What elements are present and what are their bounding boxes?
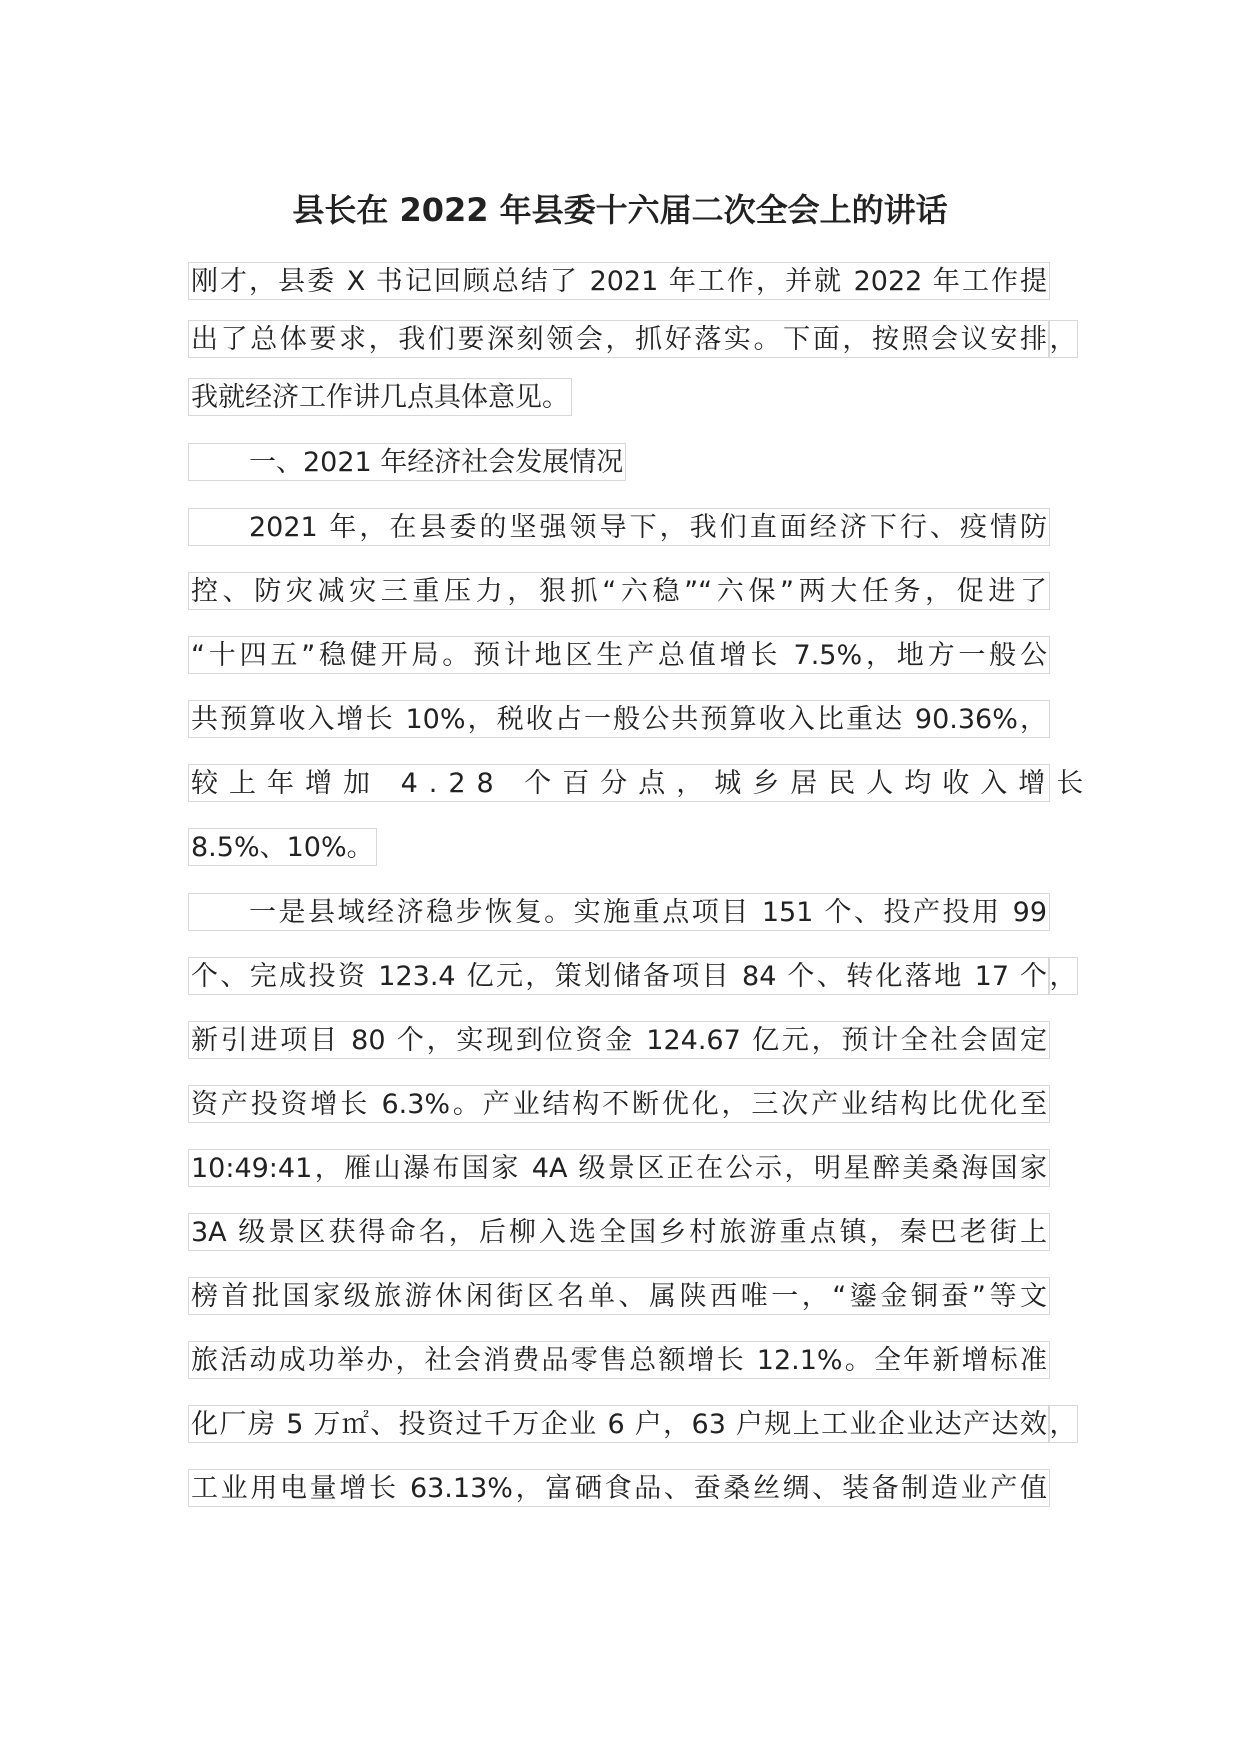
body-line: 3A 级景区获得命名，后柳入选全国乡村旅游重点镇，秦巴老街上 bbox=[188, 1213, 1050, 1251]
body-line: 化厂房 5 万㎡、投资过千万企业 6 户，63 户规上工业企业达产达效 bbox=[188, 1405, 1050, 1443]
body-line: 较上年增加 4.28 个百分点，城乡居民人均收入增长 bbox=[188, 764, 1050, 802]
body-line: 刚才，县委 X 书记回顾总结了 2021 年工作，并就 2022 年工作提 bbox=[188, 262, 1050, 300]
body-line: “十四五”稳健开局。预计地区生产总值增长 7.5%，地方一般公 bbox=[188, 636, 1050, 674]
body-line: 一是县域经济稳步恢复。实施重点项目 151 个、投产投用 99 bbox=[188, 893, 1050, 931]
document-title: 县长在 2022 年县委十六届二次全会上的讲话 bbox=[292, 191, 948, 229]
body-line: 8.5%、10%。 bbox=[188, 828, 377, 866]
body-line: 10:49:41，雁山瀑布国家 4A 级景区正在公示，明星醉美桑海国家 bbox=[188, 1149, 1050, 1187]
section-heading: 一、2021 年经济社会发展情况 bbox=[188, 443, 626, 481]
body-line: 新引进项目 80 个，实现到位资金 124.67 亿元，预计全社会固定 bbox=[188, 1021, 1050, 1059]
body-line: 旅活动成功举办，社会消费品零售总额增长 12.1%。全年新增标准 bbox=[188, 1341, 1050, 1379]
body-line: 榜首批国家级旅游休闲街区名单、属陕西唯一，“鎏金铜蚕”等文 bbox=[188, 1277, 1050, 1315]
body-line: 我就经济工作讲几点具体意见。 bbox=[188, 378, 572, 416]
body-line: 个、完成投资 123.4 亿元，策划储备项目 84 个、转化落地 17 个 bbox=[188, 957, 1050, 995]
body-line: 资产投资增长 6.3%。产业结构不断优化，三次产业结构比优化至 bbox=[188, 1085, 1050, 1123]
body-line: 控、防灾减灾三重压力，狠抓“六稳”“六保”两大任务，促进了 bbox=[188, 572, 1050, 610]
body-line: 工业用电量增长 63.13%，富硒食品、蚕桑丝绸、装备制造业产值 bbox=[188, 1469, 1050, 1507]
body-line: 共预算收入增长 10%，税收占一般公共预算收入比重达 90.36%， bbox=[188, 700, 1050, 738]
body-line-tail: ， bbox=[1048, 320, 1078, 358]
body-line: 出了总体要求，我们要深刻领会，抓好落实。下面，按照会议安排 bbox=[188, 320, 1050, 358]
body-line-tail: ， bbox=[1048, 1405, 1078, 1443]
body-line-tail: ， bbox=[1048, 957, 1078, 995]
body-line: 2021 年，在县委的坚强领导下，我们直面经济下行、疫情防 bbox=[188, 508, 1050, 546]
